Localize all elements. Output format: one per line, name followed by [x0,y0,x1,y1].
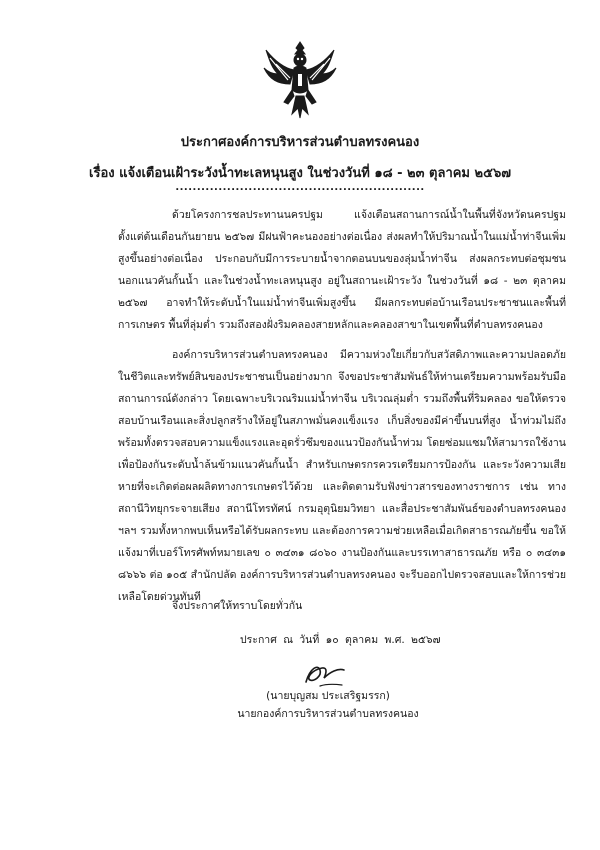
announcement-date: ประกาศ ณ วันที่ ๑๐ ตุลาคม พ.ศ. ๒๕๖๗ [240,634,441,646]
signer-name: (นายบุญสม ประเสริฐมรรก) [266,690,390,702]
body-paragraph-2: องค์การบริหารส่วนตำบลทรงคนอง มีความห่วงใยเกี่ยวกับสวัสดิภาพและความปลอดภัยในชีวิตและทรัพย์สินของประชาชนเป็นอย่างมาก จึงขอประชาสัมพันธ์ให้ท่านเตรียมความพร้อมรับมือสถานการณ์ดังกล่าว โดยเฉพาะบริเวณริมแม่น้ำท่าจีน บริเวณลุ่มต่ำ รวมถึงพื้นที่ริมคลอง ขอให้ตรวจสอบบ้านเรือนและสิ่งปลูกสร้างให้อยู่ในสภาพมั่นคงแข็งแรง เก็บสิ่งของมีค่าขึ้นบนที่สูง น้ำท่วมไม่ถึง พร้อมทั้งตรวจสอบความแข็งแรงและอุดรั่วซึมของแนวป้องกันน้ำท่วม โดยซ่อมแซมให้สามารถใช้งานเพื่อป้องกันระดับน้ำล้นข้ามแนวคันกั้นน้ำ สำหรับเกษตรกรควรเตรียมการป้องกัน และระวังความเสียหายที่จะเกิดต่อผลผลิตทางการเกษตรไว้ด้วย และติดตามรับฟังข่าวสารของทางราชการ เช่น ทางสถานีวิทยุกระจายเสียง สถานีโทรทัศน์ กรมอุตุนิยมวิทยา และสื่อประชาสัมพันธ์ของตำบลทรงคนอง ฯลฯ รวมทั้งหากพบเห็นหรือได้รับผลกระทบ และต้องการความช่วยเหลือเมื่อเกิดสาธารณภัยขึ้น ขอให้แจ้งมาที่เบอร์โทรศัพท์หมายเลข ๐ ๓๔๓๑ ๘๐๖๐ งานป้องกันและบรรเทาสาธารณภัย หรือ ๐ ๓๔๓๑ ๘๖๖๖ ต่อ ๑๐๕ สำนักปลัด องค์การบริหารส่วนตำบลทรงคนอง จะรีบออกไปตรวจสอบและให้การช่วยเหลือโดยด่วนทันที [118,349,566,603]
handwritten-signature-icon [296,660,352,690]
announcement-subject: เรื่อง แจ้งเตือนเฝ้าระวังน้ำทะเลหนุนสูง ในช่วงวันที่ ๑๘ - ๒๓ ตุลาคม ๒๕๖๗ [89,166,511,181]
garuda-emblem-icon [262,38,338,124]
body-paragraph-1: ด้วยโครงการชลประทานนครปฐม แจ้งเตือนสถานการณ์น้ำในพื้นที่จังหวัดนครปฐม ตั้งแต่ต้นเดือนกันยายน ๒๕๖๗ มีฝนฟ้าคะนองอย่างต่อเนื่อง ส่งผลทำให้ปริมาณน้ำในแม่น้ำท่าจีนเพิ่มสูงขึ้นอย่างต่อเนื่อง ประกอบกับมีการระบายน้ำจากตอนบนของลุ่มน้ำท่าจีน ส่งผลกระทบต่อชุมชนนอกแนวคันกั้นน้ำ และในช่วงน้ำทะเลหนุนสูง อยู่ในสถานะเฝ้าระวัง ในช่วงวันที่ ๑๘ - ๒๓ ตุลาคม ๒๕๖๗ อาจทำให้ระดับน้ำในแม่น้ำท่าจีนเพิ่มสูงขึ้น มีผลกระทบต่อบ้านเรือนประชาชนและพื้นที่การเกษตร พื้นที่ลุ่มต่ำ รวมถึงสองฝั่งริมคลองสายหลักและคลองสาขาในเขตพื้นที่ตำบลทรงคนอง [118,209,566,331]
announcement-title: ประกาศองค์การบริหารส่วนตำบลทรงคนอง [180,135,420,150]
dotted-separator: .......................................................... [175,182,425,193]
signer-title: นายกองค์การบริหารส่วนตำบลทรงคนอง [237,708,419,720]
closing-statement: จึงประกาศให้ทราบโดยทั่วกัน [172,600,303,612]
